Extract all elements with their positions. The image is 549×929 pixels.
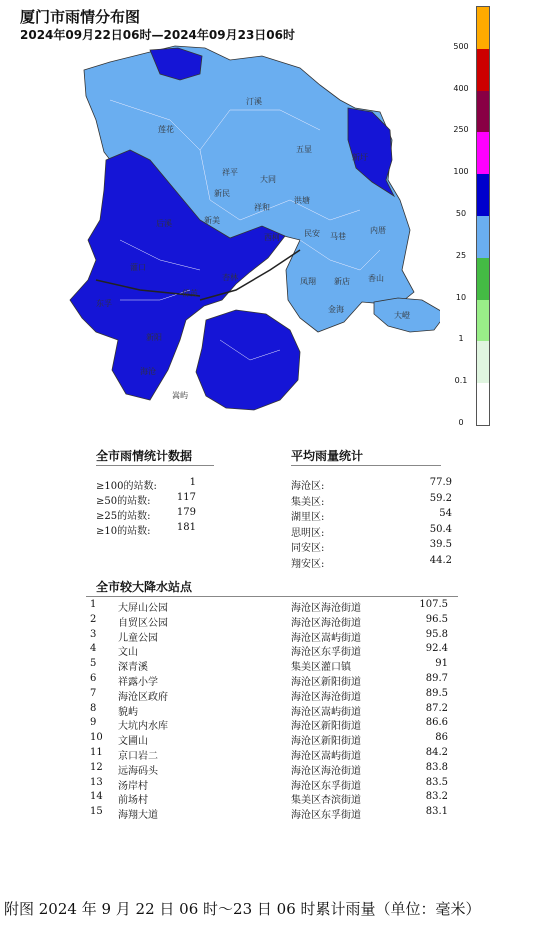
station-name: 貌屿 bbox=[118, 706, 138, 718]
stats-value: 117 bbox=[176, 492, 196, 503]
station-name: 京口岩二 bbox=[118, 751, 158, 762]
station-rank: 1 bbox=[90, 599, 97, 610]
stats-value: 181 bbox=[176, 522, 196, 533]
legend-band-4 bbox=[477, 174, 489, 216]
station-rank: 8 bbox=[90, 702, 97, 714]
place-dadeng: 大嶝 bbox=[394, 311, 410, 320]
station-rank: 9 bbox=[90, 717, 97, 729]
place-minan: 民安 bbox=[304, 229, 320, 238]
legend-band-6 bbox=[477, 258, 489, 300]
place-tingxi: 汀溪 bbox=[246, 97, 262, 106]
station-area: 海沧区海沧街道 bbox=[291, 603, 361, 614]
place-jinhai: 金海 bbox=[328, 305, 344, 314]
place-xiangping: 祥平 bbox=[222, 168, 238, 177]
station-name: 海翔大道 bbox=[118, 810, 158, 822]
stats-label: ≥100的站数: bbox=[96, 481, 157, 492]
place-lianhua: 莲花 bbox=[158, 125, 174, 134]
station-name: 前场村 bbox=[118, 795, 148, 807]
rainfall-legend bbox=[476, 6, 490, 426]
station-area: 海沧区海沧街道 bbox=[291, 691, 361, 703]
station-area: 集美区杏滨街道 bbox=[291, 795, 361, 807]
legend-band-1 bbox=[477, 49, 489, 91]
station-name: 海沧区政府 bbox=[118, 691, 168, 703]
station-area: 集美区灌口镇 bbox=[291, 662, 351, 674]
average-district: 集美区: bbox=[291, 496, 325, 508]
place-datong: 大同 bbox=[260, 175, 276, 184]
legend-band-9 bbox=[477, 383, 489, 425]
station-rank: 2 bbox=[90, 613, 97, 625]
stats-divider bbox=[96, 465, 214, 466]
station-name: 深青溪 bbox=[118, 662, 148, 674]
station-name: 远海码头 bbox=[118, 765, 158, 777]
average-district: 思明区: bbox=[291, 527, 325, 539]
station-name: 文山 bbox=[118, 647, 138, 659]
station-area: 海沧区新阳街道 bbox=[291, 677, 361, 688]
station-rank: 11 bbox=[90, 747, 103, 758]
station-area: 海沧区东孚街道 bbox=[291, 647, 361, 659]
average-heading: 平均雨量统计 bbox=[291, 449, 364, 463]
average-value: 54 bbox=[439, 508, 452, 519]
station-value: 96.5 bbox=[425, 613, 448, 625]
station-rank: 15 bbox=[90, 806, 103, 818]
station-rank: 10 bbox=[90, 732, 103, 744]
stats-value: 179 bbox=[176, 507, 196, 518]
rainfall-map bbox=[0, 40, 440, 420]
station-name: 大屏山公园 bbox=[118, 603, 168, 614]
station-area: 海沧区新阳街道 bbox=[291, 736, 361, 748]
station-area: 海沧区东孚街道 bbox=[291, 780, 361, 792]
place-fengxiang: 凤翔 bbox=[300, 277, 316, 286]
legend-label: 0.1 bbox=[454, 376, 468, 386]
stats-label: ≥10的站数: bbox=[96, 526, 151, 537]
place-xike: 西柯 bbox=[264, 233, 280, 242]
station-value: 83.8 bbox=[425, 761, 448, 773]
average-district: 湖里区: bbox=[291, 512, 325, 523]
place-maxiang: 马巷 bbox=[330, 232, 346, 241]
stats-value: 1 bbox=[189, 477, 196, 488]
average-value: 59.2 bbox=[429, 492, 452, 504]
legend-band-0 bbox=[477, 7, 489, 49]
station-value: 86.6 bbox=[425, 717, 448, 729]
station-value: 91 bbox=[435, 658, 448, 670]
station-value: 89.5 bbox=[425, 687, 448, 699]
station-area: 海沧区嵩屿街道 bbox=[291, 706, 361, 718]
place-xiangshan: 香山 bbox=[368, 274, 384, 283]
station-area: 海沧区东孚街道 bbox=[291, 810, 361, 822]
place-xinyang: 新阳 bbox=[146, 333, 162, 342]
average-value: 77.9 bbox=[429, 477, 452, 488]
station-name: 自贸区公园 bbox=[118, 617, 168, 629]
station-value: 87.2 bbox=[425, 702, 448, 714]
legend-label: 1 bbox=[458, 334, 464, 344]
station-rank: 12 bbox=[90, 761, 103, 773]
station-rank: 5 bbox=[90, 658, 97, 670]
legend-label: 25 bbox=[455, 250, 467, 260]
station-rank: 13 bbox=[90, 776, 103, 788]
station-value: 83.2 bbox=[425, 791, 448, 803]
place-xinxu: 新圩 bbox=[352, 153, 368, 162]
place-wuxian: 五显 bbox=[296, 145, 312, 154]
station-area: 海沧区海沧街道 bbox=[291, 617, 361, 629]
place-xinmin: 新民 bbox=[214, 189, 230, 198]
legend-label: 50 bbox=[455, 209, 467, 218]
station-value: 92.4 bbox=[425, 643, 448, 655]
place-songyu: 嵩屿 bbox=[172, 391, 188, 400]
map-subtitle: 2024年09月22日06时—2024年09月23日06时 bbox=[20, 28, 295, 42]
station-value: 86 bbox=[435, 732, 448, 744]
place-xianghe: 祥和 bbox=[254, 203, 270, 212]
station-name: 文圃山 bbox=[118, 736, 148, 748]
legend-band-8 bbox=[477, 341, 489, 383]
station-name: 大坑内水库 bbox=[118, 721, 168, 733]
legend-band-3 bbox=[477, 132, 489, 174]
average-value: 44.2 bbox=[429, 554, 452, 566]
legend-label: 0 bbox=[458, 418, 464, 427]
stats-heading: 全市雨情统计数据 bbox=[96, 449, 193, 463]
legend-label: 10 bbox=[455, 292, 467, 302]
place-guankou: 灌口 bbox=[130, 263, 146, 272]
place-xinmei: 新美 bbox=[204, 216, 220, 225]
stats-label: ≥25的站数: bbox=[96, 511, 151, 522]
station-value: 83.1 bbox=[425, 806, 448, 818]
station-area: 海沧区海沧街道 bbox=[291, 765, 361, 777]
station-area: 海沧区嵩屿街道 bbox=[291, 632, 361, 644]
average-district: 同安区: bbox=[291, 543, 325, 554]
place-dongfu: 东孚 bbox=[96, 299, 112, 308]
legend-label: 400 bbox=[453, 83, 469, 93]
place-xinglin: 杏林 bbox=[222, 273, 238, 282]
station-value: 95.8 bbox=[425, 628, 448, 640]
place-houxi: 后溪 bbox=[156, 219, 172, 228]
average-divider bbox=[291, 465, 441, 466]
station-value: 89.7 bbox=[425, 673, 448, 684]
stations-heading: 全市较大降水站点 bbox=[96, 580, 193, 594]
average-district: 翔安区: bbox=[291, 558, 325, 570]
station-name: 祥露小学 bbox=[118, 677, 158, 688]
place-qiaoying: 侨英 bbox=[182, 289, 198, 298]
place-neicuo: 内厝 bbox=[370, 226, 386, 235]
station-rank: 3 bbox=[90, 628, 97, 640]
figure-caption: 附图 2024 年 9 月 22 日 06 时～23 日 06 时累计雨量（单位：毫米） bbox=[4, 900, 481, 918]
place-haicang: 海沧 bbox=[140, 367, 156, 376]
station-name: 汤岸村 bbox=[118, 780, 148, 792]
average-value: 39.5 bbox=[429, 539, 452, 550]
place-hongtang: 洪塘 bbox=[294, 196, 310, 205]
average-value: 50.4 bbox=[429, 523, 452, 535]
legend-band-2 bbox=[477, 91, 489, 133]
station-area: 海沧区嵩屿街道 bbox=[291, 751, 361, 762]
station-area: 海沧区新阳街道 bbox=[291, 721, 361, 733]
legend-label: 100 bbox=[453, 167, 469, 177]
legend-label: 250 bbox=[453, 125, 469, 135]
station-rank: 14 bbox=[90, 791, 103, 803]
station-rank: 4 bbox=[90, 643, 97, 655]
legend-label: 500 bbox=[453, 41, 469, 51]
station-name: 儿童公园 bbox=[118, 632, 158, 644]
region-dark-blue-island bbox=[196, 310, 300, 410]
stats-label: ≥50的站数: bbox=[96, 496, 151, 507]
legend-band-5 bbox=[477, 216, 489, 258]
average-district: 海沧区: bbox=[291, 481, 325, 492]
station-value: 83.5 bbox=[425, 776, 448, 788]
station-value: 107.5 bbox=[419, 599, 448, 610]
station-rank: 6 bbox=[90, 673, 97, 684]
map-title: 厦门市雨情分布图 bbox=[20, 8, 141, 26]
legend-band-7 bbox=[477, 300, 489, 342]
station-rank: 7 bbox=[90, 687, 97, 699]
station-value: 84.2 bbox=[425, 747, 448, 758]
stations-divider bbox=[86, 596, 458, 597]
place-xindian: 新店 bbox=[334, 277, 350, 286]
